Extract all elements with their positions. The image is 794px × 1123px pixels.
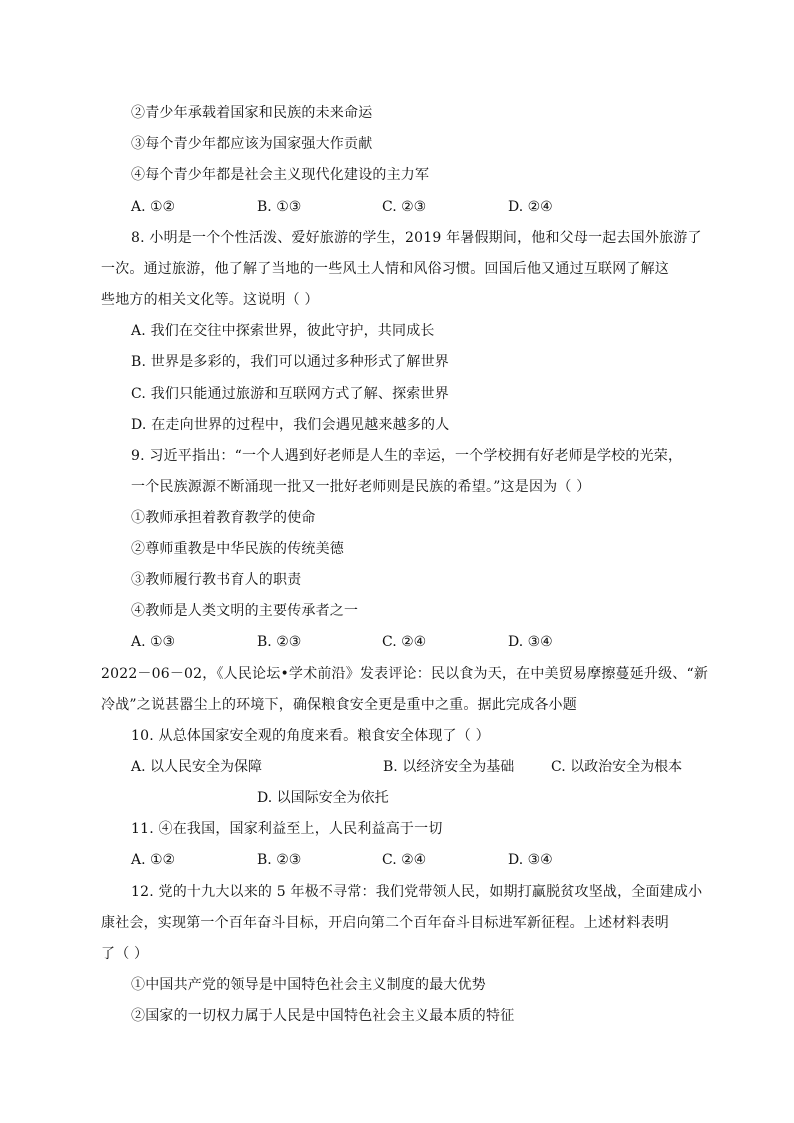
q9-statement-2: ②尊师重教是中华民族的传统美德 (131, 541, 344, 557)
q10-stem: 10. 从总体国家安全观的角度来看。粮食安全体现了（ ） (131, 728, 490, 744)
q9-option-d: D. ③④ (508, 634, 553, 650)
q10-option-b: B. 以经济安全为基础 (383, 759, 515, 775)
q11-option-d: D. ③④ (508, 852, 553, 868)
q9-stem-line-2: 一个民族源源不断涌现一批又一批好老师则是民族的希望。”这是因为（ ） (131, 479, 591, 495)
q7-option-c: C. ②③ (382, 199, 427, 215)
q12-stem-line-2: 康社会，实现第一个百年奋斗目标，开启向第二个百年奋斗目标进军新征程。上述材料表明 (101, 915, 669, 931)
material-line-2: 冷战”之说甚嚣尘上的环境下，确保粮食安全更是重中之重。据此完成各小题 (101, 697, 577, 713)
statement-3: ③每个青少年都应该为国家强大作贡献 (131, 136, 373, 152)
q8-stem-line-1: 8. 小明是一个个性活泼、爱好旅游的学生，2019 年暑假期间，他和父母一起去国外旅游了 (131, 230, 702, 246)
q11-stem: 11. ④在我国，国家利益至上，人民利益高于一切 (131, 821, 443, 837)
statement-2: ②青少年承载着国家和民族的未来命运 (131, 105, 373, 121)
q9-option-c: C. ②④ (382, 634, 427, 650)
q11-option-b: B. ②③ (257, 852, 302, 868)
q11-option-a: A. ①② (131, 852, 176, 868)
q9-option-b: B. ②③ (257, 634, 302, 650)
q8-stem-line-3: 些地方的相关文化等。这说明（ ） (101, 292, 319, 308)
q9-statement-1: ①教师承担着教育教学的使命 (131, 510, 316, 526)
q7-option-a: A. ①② (131, 199, 176, 215)
q12-stem-line-3: 了（ ） (101, 946, 149, 962)
q8-stem-line-2: 一次。通过旅游，他了解了当地的一些风土人情和风俗习惯。回国后他又通过互联网了解这 (101, 261, 669, 277)
q11-option-c: C. ②④ (382, 852, 427, 868)
q10-option-c: C. 以政治安全为根本 (551, 759, 683, 775)
q9-statement-4: ④教师是人类文明的主要传承者之一 (131, 603, 359, 619)
q8-option-b: B. 世界是多彩的，我们可以通过多种形式了解世界 (131, 354, 449, 370)
q7-option-b: B. ①③ (257, 199, 302, 215)
q12-stem-line-1: 12. 党的十九大以来的 5 年极不寻常：我们党带领人民，如期打赢脱贫攻坚战，全面建成小 (131, 884, 703, 900)
q10-option-d: D. 以国际安全为依托 (257, 790, 389, 806)
q9-option-a: A. ①③ (131, 634, 176, 650)
q9-stem-line-1: 9. 习近平指出：“一个人遇到好老师是人生的幸运，一个学校拥有好老师是学校的光荣， (131, 448, 683, 464)
q12-statement-1: ①中国共产党的领导是中国特色社会主义制度的最大优势 (131, 977, 486, 993)
q12-statement-2: ②国家的一切权力属于人民是中国特色社会主义最本质的特征 (131, 1008, 515, 1024)
statement-4: ④每个青少年都是社会主义现代化建设的主力军 (131, 167, 430, 183)
q7-option-d: D. ②④ (508, 199, 553, 215)
q8-option-d: D. 在走向世界的过程中，我们会遇见越来越多的人 (131, 417, 450, 433)
material-line-1: 2022－06－02，《人民论坛•学术前沿》发表评论：民以食为天，在中美贸易摩擦蔓延升级、“新 (101, 666, 709, 682)
q9-statement-3: ③教师履行教书育人的职责 (131, 572, 302, 588)
q8-option-c: C. 我们只能通过旅游和互联网方式了解、探索世界 (131, 386, 449, 402)
q8-option-a: A. 我们在交往中探索世界，彼此守护，共同成长 (131, 323, 435, 339)
q10-option-a: A. 以人民安全为保障 (131, 759, 263, 775)
